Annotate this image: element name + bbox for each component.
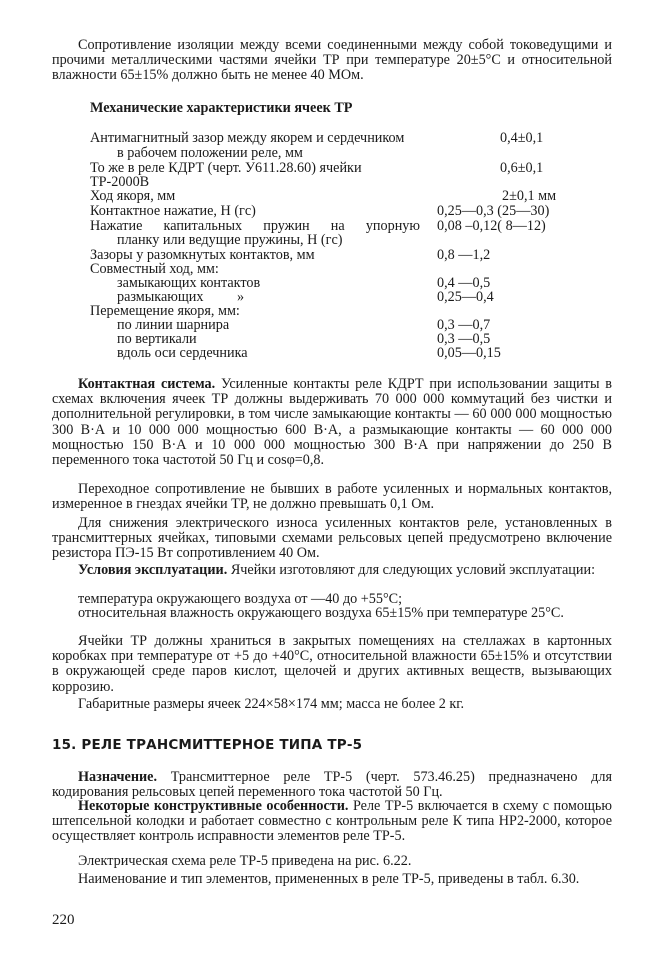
section-heading: 15. РЕЛЕ ТРАНСМИТТЕРНОЕ ТИПА ТР-5	[52, 737, 363, 753]
spec-value: 0,4±0,1	[500, 130, 544, 146]
spec-value: 0,8 —1,2	[437, 247, 491, 263]
spec-name: Совместный ход, мм:	[90, 261, 219, 277]
spec-value: 0,4 —0,5	[437, 275, 491, 291]
spec-name: Антимагнитный зазор между якорем и сердечником	[90, 130, 405, 146]
page-number: 220	[52, 912, 75, 928]
spec-name: планку или ведущие пружины, Н (гс)	[117, 232, 343, 248]
insulation-paragraph: Сопротивление изоляции между всеми соединенными между собой токоведущими и прочими металлическими частями ячейки ТР при температуре 20±5°С и относительной влажности 65±15% должно быть не менее 40 МОм.	[52, 37, 612, 84]
spec-name: Перемещение якоря, мм:	[90, 303, 240, 319]
purpose-paragraph: Назначение. Трансмиттерное реле ТР-5 (черт. 573.46.25) предназначено для кодирования рельсовых цепей переменного тока частотой 50 Гц.	[52, 769, 612, 801]
spec-name: замыкающих контактов	[117, 275, 261, 291]
features-paragraph: Некоторые конструктивные особенности. Реле ТР-5 включается в схему с помощью штепсельной колодки и работает совместно с контрольным реле К типа НР2-2000, которое осуществляет контроль исправности элементов реле ТР-5.	[52, 798, 612, 845]
spec-value: 0,05—0,15	[437, 345, 501, 361]
spec-value: 0,3 —0,7	[437, 317, 491, 333]
spec-name: ТР-2000В	[90, 174, 150, 190]
spec-name: Зазоры у разомкнутых контактов, мм	[90, 247, 315, 263]
spec-name: по линии шарнира	[117, 317, 230, 333]
spec-value: 0,6±0,1	[500, 160, 544, 176]
operating-conditions-paragraph: Условия эксплуатации. Ячейки изготовляют для следующих условий эксплуатации:	[78, 562, 596, 578]
spec-name: Контактное нажатие, Н (гс)	[90, 203, 256, 219]
spec-name: Ход якоря, мм	[90, 188, 176, 204]
spec-name: То же в реле КДРТ (черт. У611.28.60) ячейки	[90, 160, 362, 176]
run-in-heading: Некоторые конструктивные особенности.	[78, 798, 349, 814]
spec-name: по вертикали	[117, 331, 197, 347]
spec-name: Нажатие капитальных пружин на упорную	[90, 218, 420, 234]
wear-reduction-paragraph: Для снижения электрического износа усиленных контактов реле, установленных в трансмиттерных ячейках, типовыми схемами рельсовых цепей предусмотрено включение резистора ПЭ-15 Вт сопротивлением 40 Ом.	[52, 515, 612, 562]
spec-value: 0,08 –0,12( 8—12)	[437, 218, 546, 234]
spec-value: 0,3 —0,5	[437, 331, 491, 347]
spec-name: в рабочем положении реле, мм	[117, 145, 303, 161]
storage-paragraph: Ячейки ТР должны храниться в закрытых помещениях на стеллажах в картонных коробках при температуре от +5 до +40°С, относительной влажности 65±15% и отсутствии в окружающей среде паров кислот, щелочей и других активных веществ, вызывающих коррозию.	[52, 633, 612, 695]
spec-value: 0,25—0,4	[437, 289, 494, 305]
spec-value: 0,25—0,3 (25—30)	[437, 203, 550, 219]
run-in-heading: Назначение.	[78, 769, 158, 785]
spec-name: вдоль оси сердечника	[117, 345, 248, 361]
spec-value: 2±0,1 мм	[502, 188, 557, 204]
contact-system-paragraph: Контактная система. Усиленные контакты реле КДРТ при использовании защиты в схемах включения ячеек ТР должны выдерживать 70 000 000 коммутаций без чистки и дополнительной регулировки, в том числе замыкающие контакты — 60 000 000 мощностью 300 В·А и 10 000 000 мощностью 600 В·А, а размыкающие контакты — 60 000 000 мощностью 150 В·А и 10 000 000 мощностью 300 В·А при напряжении до 250 В переменного тока частотой 50 Гц и cosφ=0,8.	[52, 376, 612, 469]
run-in-heading: Условия эксплуатации.	[78, 562, 228, 578]
mechanical-characteristics-heading: Механические характеристики ячеек ТР	[90, 100, 353, 116]
schematic-paragraph: Электрическая схема реле ТР-5 приведена на рис. 6.22.	[78, 853, 412, 869]
spec-name: размыкающих »	[117, 289, 245, 305]
transition-resistance-paragraph: Переходное сопротивление не бывших в работе усиленных и нормальных контактов, измеренное в гнездах ячейки ТР, не должно превышать 0,1 Ом.	[52, 481, 612, 513]
run-in-heading: Контактная система.	[78, 376, 216, 392]
dimensions-paragraph: Габаритные размеры ячеек 224×58×174 мм; масса не более 2 кг.	[78, 696, 465, 712]
temperature-line: температура окружающего воздуха от —40 до +55°С;	[78, 591, 403, 607]
elements-paragraph: Наименование и тип элементов, примененных в реле ТР-5, приведены в табл. 6.30.	[78, 871, 580, 887]
humidity-line: относительная влажность окружающего воздуха 65±15% при температуре 25°С.	[78, 605, 564, 621]
